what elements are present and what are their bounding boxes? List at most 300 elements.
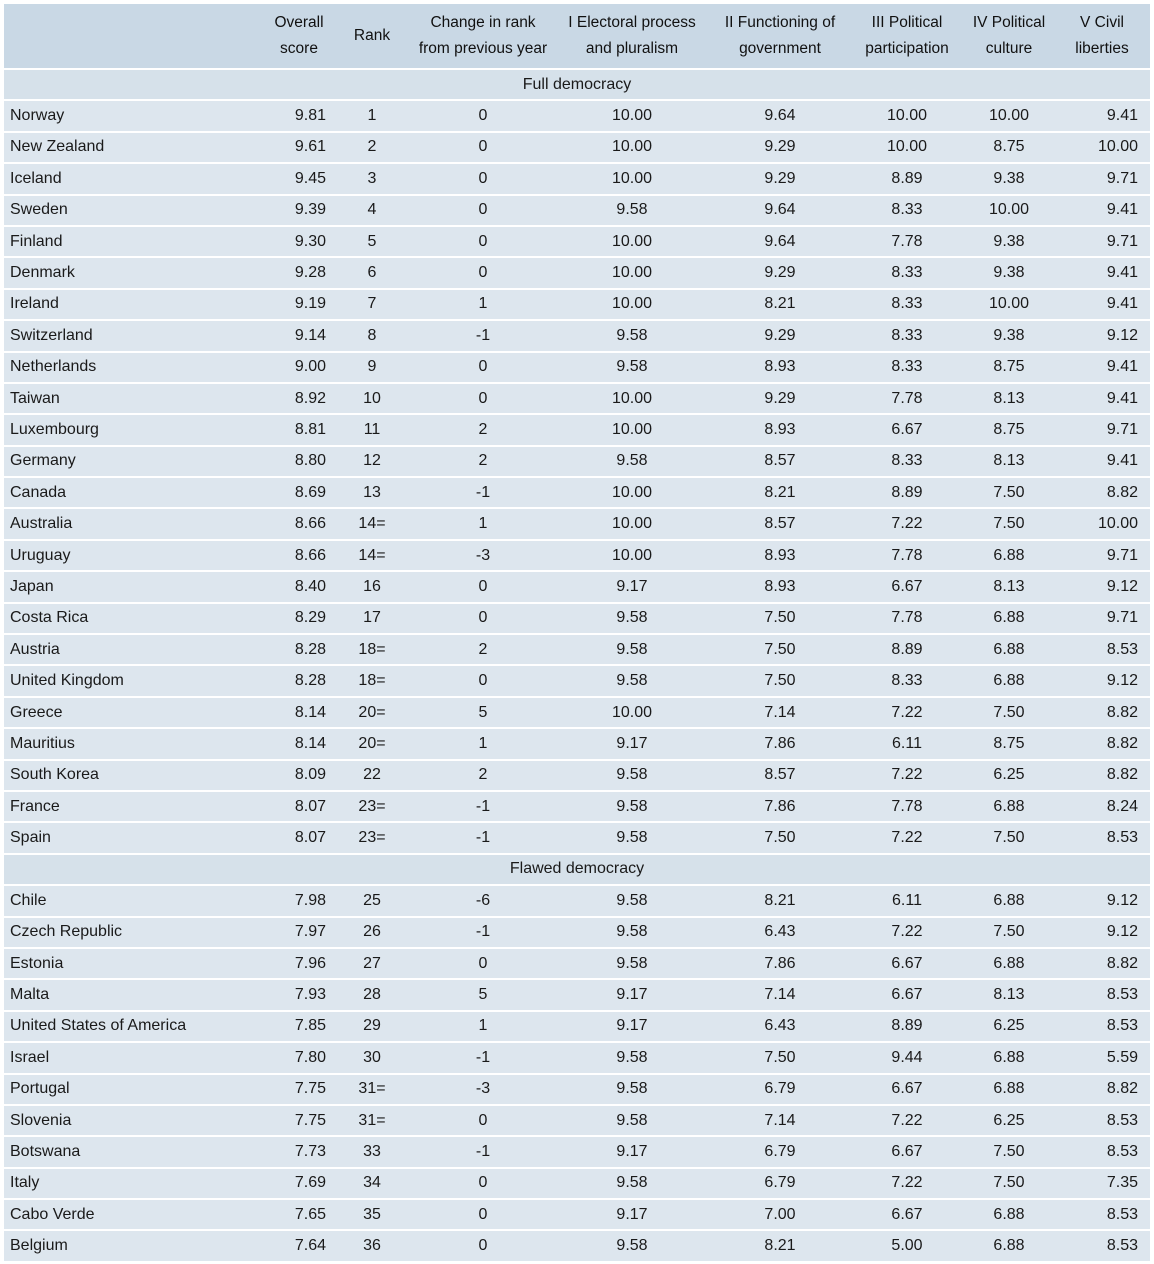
table-row bbox=[4, 1010, 1150, 1041]
political-participation-cell: 7.22 bbox=[850, 759, 964, 790]
political-culture-cell: 8.75 bbox=[964, 413, 1054, 444]
political-participation-cell: 7.22 bbox=[850, 507, 964, 538]
rank-cell: 30 bbox=[332, 1041, 412, 1072]
civil-liberties-cell: 9.12 bbox=[1054, 884, 1150, 915]
country-cell: Luxembourg bbox=[4, 413, 266, 444]
political-participation-cell: 8.89 bbox=[850, 162, 964, 193]
country-cell: Netherlands bbox=[4, 351, 266, 382]
electoral-process-cell: 9.58 bbox=[554, 445, 710, 476]
country-cell: Japan bbox=[4, 570, 266, 601]
electoral-process-cell: 9.58 bbox=[554, 821, 710, 852]
change-in-rank-cell: 0 bbox=[412, 1167, 554, 1198]
political-culture-cell: 6.88 bbox=[964, 884, 1054, 915]
table-row bbox=[4, 131, 1150, 162]
civil-liberties-cell: 9.41 bbox=[1054, 288, 1150, 319]
functioning-of-government-cell: 8.57 bbox=[710, 445, 850, 476]
change-in-rank-cell: -1 bbox=[412, 476, 554, 507]
electoral-process-cell: 9.17 bbox=[554, 978, 710, 1009]
political-participation-cell: 7.78 bbox=[850, 382, 964, 413]
overall-score-cell: 9.00 bbox=[266, 351, 332, 382]
functioning-of-government-cell: 9.29 bbox=[710, 162, 850, 193]
political-participation-cell: 8.33 bbox=[850, 351, 964, 382]
electoral-process-cell: 9.58 bbox=[554, 319, 710, 350]
table-row bbox=[4, 162, 1150, 193]
rank-cell: 14= bbox=[332, 539, 412, 570]
country-cell: Norway bbox=[4, 99, 266, 130]
header-overall-score bbox=[266, 4, 332, 68]
rank-cell: 23= bbox=[332, 790, 412, 821]
political-participation-cell: 7.22 bbox=[850, 1167, 964, 1198]
change-in-rank-cell: 1 bbox=[412, 727, 554, 758]
overall-score-cell: 7.65 bbox=[266, 1198, 332, 1229]
table-row bbox=[4, 319, 1150, 350]
table-row bbox=[4, 194, 1150, 225]
table-row bbox=[4, 99, 1150, 130]
political-culture-cell: 9.38 bbox=[964, 225, 1054, 256]
political-participation-cell: 10.00 bbox=[850, 131, 964, 162]
political-participation-cell: 7.78 bbox=[850, 539, 964, 570]
electoral-process-cell: 9.58 bbox=[554, 916, 710, 947]
electoral-process-cell: 9.58 bbox=[554, 1167, 710, 1198]
civil-liberties-cell: 8.53 bbox=[1054, 633, 1150, 664]
change-in-rank-cell: 0 bbox=[412, 570, 554, 601]
header-change-in-rank bbox=[412, 4, 554, 68]
country-cell: New Zealand bbox=[4, 131, 266, 162]
electoral-process-cell: 9.58 bbox=[554, 1073, 710, 1104]
electoral-process-cell: 9.17 bbox=[554, 1198, 710, 1229]
functioning-of-government-cell: 7.00 bbox=[710, 1198, 850, 1229]
country-cell: Israel bbox=[4, 1041, 266, 1072]
header-political-culture bbox=[964, 4, 1054, 68]
change-in-rank-cell: -1 bbox=[412, 916, 554, 947]
electoral-process-cell: 10.00 bbox=[554, 507, 710, 538]
overall-score-cell: 7.75 bbox=[266, 1104, 332, 1135]
functioning-of-government-cell: 8.93 bbox=[710, 351, 850, 382]
rank-cell: 35 bbox=[332, 1198, 412, 1229]
change-in-rank-cell: 0 bbox=[412, 947, 554, 978]
civil-liberties-cell: 8.53 bbox=[1054, 1010, 1150, 1041]
political-participation-cell: 6.11 bbox=[850, 727, 964, 758]
functioning-of-government-cell: 8.21 bbox=[710, 476, 850, 507]
country-cell: Australia bbox=[4, 507, 266, 538]
functioning-of-government-cell: 7.14 bbox=[710, 1104, 850, 1135]
electoral-process-cell: 9.58 bbox=[554, 1104, 710, 1135]
overall-score-cell: 8.66 bbox=[266, 507, 332, 538]
change-in-rank-cell: 0 bbox=[412, 131, 554, 162]
country-cell: United Kingdom bbox=[4, 664, 266, 695]
electoral-process-cell: 10.00 bbox=[554, 476, 710, 507]
overall-score-cell: 9.28 bbox=[266, 256, 332, 287]
functioning-of-government-cell: 9.64 bbox=[710, 225, 850, 256]
civil-liberties-cell: 9.71 bbox=[1054, 539, 1150, 570]
overall-score-cell: 9.14 bbox=[266, 319, 332, 350]
electoral-process-cell: 9.58 bbox=[554, 664, 710, 695]
country-cell: Costa Rica bbox=[4, 602, 266, 633]
rank-cell: 16 bbox=[332, 570, 412, 601]
civil-liberties-cell: 8.53 bbox=[1054, 821, 1150, 852]
rank-cell: 1 bbox=[332, 99, 412, 130]
table-row bbox=[4, 1198, 1150, 1229]
table-row bbox=[4, 413, 1150, 444]
political-culture-cell: 6.88 bbox=[964, 1073, 1054, 1104]
civil-liberties-cell: 9.41 bbox=[1054, 194, 1150, 225]
rank-cell: 23= bbox=[332, 821, 412, 852]
political-participation-cell: 10.00 bbox=[850, 99, 964, 130]
table-row bbox=[4, 633, 1150, 664]
country-cell: Malta bbox=[4, 978, 266, 1009]
functioning-of-government-cell: 8.21 bbox=[710, 884, 850, 915]
overall-score-cell: 8.09 bbox=[266, 759, 332, 790]
political-participation-cell: 7.78 bbox=[850, 225, 964, 256]
change-in-rank-cell: 5 bbox=[412, 696, 554, 727]
civil-liberties-cell: 8.53 bbox=[1054, 1229, 1150, 1260]
country-cell: South Korea bbox=[4, 759, 266, 790]
change-in-rank-cell: 0 bbox=[412, 1198, 554, 1229]
header-electoral-process bbox=[554, 4, 710, 68]
change-in-rank-cell: 5 bbox=[412, 978, 554, 1009]
header-line: II Functioning of bbox=[724, 14, 836, 31]
change-in-rank-cell: 0 bbox=[412, 162, 554, 193]
table-row bbox=[4, 664, 1150, 695]
civil-liberties-cell: 8.82 bbox=[1054, 947, 1150, 978]
change-in-rank-cell: 2 bbox=[412, 759, 554, 790]
header-civil-liberties bbox=[1054, 4, 1150, 68]
functioning-of-government-cell: 9.29 bbox=[710, 256, 850, 287]
rank-cell: 5 bbox=[332, 225, 412, 256]
header-line: culture bbox=[985, 40, 1033, 57]
table-row bbox=[4, 1104, 1150, 1135]
overall-score-cell: 7.75 bbox=[266, 1073, 332, 1104]
electoral-process-cell: 9.17 bbox=[554, 570, 710, 601]
rank-cell: 12 bbox=[332, 445, 412, 476]
change-in-rank-cell: -1 bbox=[412, 1041, 554, 1072]
political-participation-cell: 9.44 bbox=[850, 1041, 964, 1072]
functioning-of-government-cell: 7.14 bbox=[710, 978, 850, 1009]
civil-liberties-cell: 9.41 bbox=[1054, 382, 1150, 413]
political-culture-cell: 6.25 bbox=[964, 1104, 1054, 1135]
country-cell: Iceland bbox=[4, 162, 266, 193]
change-in-rank-cell: 0 bbox=[412, 351, 554, 382]
overall-score-cell: 8.66 bbox=[266, 539, 332, 570]
civil-liberties-cell: 9.12 bbox=[1054, 664, 1150, 695]
electoral-process-cell: 10.00 bbox=[554, 225, 710, 256]
political-participation-cell: 7.22 bbox=[850, 696, 964, 727]
rank-cell: 25 bbox=[332, 884, 412, 915]
civil-liberties-cell: 8.53 bbox=[1054, 978, 1150, 1009]
rank-cell: 20= bbox=[332, 696, 412, 727]
rank-cell: 28 bbox=[332, 978, 412, 1009]
political-participation-cell: 7.78 bbox=[850, 602, 964, 633]
header-line: I Electoral process bbox=[568, 14, 696, 31]
country-cell: United States of America bbox=[4, 1010, 266, 1041]
country-cell: Czech Republic bbox=[4, 916, 266, 947]
rank-cell: 26 bbox=[332, 916, 412, 947]
rank-cell: 4 bbox=[332, 194, 412, 225]
electoral-process-cell: 9.17 bbox=[554, 1135, 710, 1166]
political-participation-cell: 8.33 bbox=[850, 664, 964, 695]
rank-cell: 33 bbox=[332, 1135, 412, 1166]
political-participation-cell: 8.33 bbox=[850, 319, 964, 350]
functioning-of-government-cell: 6.79 bbox=[710, 1073, 850, 1104]
political-participation-cell: 7.22 bbox=[850, 916, 964, 947]
overall-score-cell: 9.81 bbox=[266, 99, 332, 130]
political-participation-cell: 7.22 bbox=[850, 1104, 964, 1135]
political-participation-cell: 8.89 bbox=[850, 1010, 964, 1041]
change-in-rank-cell: -1 bbox=[412, 1135, 554, 1166]
functioning-of-government-cell: 8.93 bbox=[710, 570, 850, 601]
country-cell: Estonia bbox=[4, 947, 266, 978]
change-in-rank-cell: -6 bbox=[412, 884, 554, 915]
civil-liberties-cell: 10.00 bbox=[1054, 131, 1150, 162]
rank-cell: 9 bbox=[332, 351, 412, 382]
overall-score-cell: 8.29 bbox=[266, 602, 332, 633]
civil-liberties-cell: 8.82 bbox=[1054, 727, 1150, 758]
change-in-rank-cell: 0 bbox=[412, 225, 554, 256]
overall-score-cell: 9.39 bbox=[266, 194, 332, 225]
functioning-of-government-cell: 7.86 bbox=[710, 727, 850, 758]
electoral-process-cell: 10.00 bbox=[554, 413, 710, 444]
political-culture-cell: 6.88 bbox=[964, 947, 1054, 978]
functioning-of-government-cell: 8.93 bbox=[710, 413, 850, 444]
political-participation-cell: 8.33 bbox=[850, 256, 964, 287]
electoral-process-cell: 9.58 bbox=[554, 884, 710, 915]
overall-score-cell: 7.97 bbox=[266, 916, 332, 947]
functioning-of-government-cell: 7.86 bbox=[710, 947, 850, 978]
electoral-process-cell: 10.00 bbox=[554, 539, 710, 570]
political-culture-cell: 7.50 bbox=[964, 1135, 1054, 1166]
political-participation-cell: 6.67 bbox=[850, 1135, 964, 1166]
political-culture-cell: 6.88 bbox=[964, 1229, 1054, 1260]
rank-cell: 31= bbox=[332, 1104, 412, 1135]
political-participation-cell: 8.33 bbox=[850, 288, 964, 319]
country-cell: Chile bbox=[4, 884, 266, 915]
header-line: government bbox=[739, 40, 821, 57]
table-row bbox=[4, 1229, 1150, 1260]
civil-liberties-cell: 8.82 bbox=[1054, 476, 1150, 507]
civil-liberties-cell: 9.71 bbox=[1054, 602, 1150, 633]
table-row bbox=[4, 1073, 1150, 1104]
overall-score-cell: 8.92 bbox=[266, 382, 332, 413]
rank-cell: 13 bbox=[332, 476, 412, 507]
electoral-process-cell: 9.58 bbox=[554, 194, 710, 225]
political-participation-cell: 7.22 bbox=[850, 821, 964, 852]
civil-liberties-cell: 9.71 bbox=[1054, 162, 1150, 193]
country-cell: Spain bbox=[4, 821, 266, 852]
table-row bbox=[4, 884, 1150, 915]
header-line: III Political bbox=[871, 14, 943, 31]
rank-cell: 3 bbox=[332, 162, 412, 193]
rank-cell: 18= bbox=[332, 664, 412, 695]
political-culture-cell: 6.88 bbox=[964, 539, 1054, 570]
political-culture-cell: 6.88 bbox=[964, 633, 1054, 664]
electoral-process-cell: 9.58 bbox=[554, 947, 710, 978]
civil-liberties-cell: 8.82 bbox=[1054, 696, 1150, 727]
change-in-rank-cell: 0 bbox=[412, 1104, 554, 1135]
change-in-rank-cell: -1 bbox=[412, 821, 554, 852]
civil-liberties-cell: 10.00 bbox=[1054, 507, 1150, 538]
table-row bbox=[4, 790, 1150, 821]
functioning-of-government-cell: 7.86 bbox=[710, 790, 850, 821]
change-in-rank-cell: 0 bbox=[412, 256, 554, 287]
democracy-index-table bbox=[4, 4, 1150, 1261]
table-row bbox=[4, 382, 1150, 413]
political-participation-cell: 6.67 bbox=[850, 978, 964, 1009]
header-rank bbox=[332, 4, 412, 68]
civil-liberties-cell: 9.12 bbox=[1054, 319, 1150, 350]
country-cell: Sweden bbox=[4, 194, 266, 225]
electoral-process-cell: 10.00 bbox=[554, 162, 710, 193]
political-culture-cell: 6.88 bbox=[964, 664, 1054, 695]
change-in-rank-cell: 0 bbox=[412, 194, 554, 225]
rank-cell: 27 bbox=[332, 947, 412, 978]
change-in-rank-cell: 0 bbox=[412, 602, 554, 633]
political-culture-cell: 9.38 bbox=[964, 162, 1054, 193]
political-participation-cell: 6.67 bbox=[850, 947, 964, 978]
table-row bbox=[4, 947, 1150, 978]
table-row bbox=[4, 821, 1150, 852]
electoral-process-cell: 9.58 bbox=[554, 759, 710, 790]
political-culture-cell: 6.88 bbox=[964, 602, 1054, 633]
civil-liberties-cell: 9.41 bbox=[1054, 99, 1150, 130]
electoral-process-cell: 9.58 bbox=[554, 790, 710, 821]
table-row bbox=[4, 539, 1150, 570]
overall-score-cell: 7.69 bbox=[266, 1167, 332, 1198]
overall-score-cell: 8.07 bbox=[266, 821, 332, 852]
rank-cell: 7 bbox=[332, 288, 412, 319]
change-in-rank-cell: -1 bbox=[412, 319, 554, 350]
functioning-of-government-cell: 8.21 bbox=[710, 288, 850, 319]
electoral-process-cell: 9.58 bbox=[554, 1041, 710, 1072]
political-participation-cell: 8.89 bbox=[850, 476, 964, 507]
political-participation-cell: 6.67 bbox=[850, 1073, 964, 1104]
change-in-rank-cell: 0 bbox=[412, 1229, 554, 1260]
section-header-row bbox=[4, 853, 1150, 884]
civil-liberties-cell: 8.24 bbox=[1054, 790, 1150, 821]
political-culture-cell: 9.38 bbox=[964, 256, 1054, 287]
rank-cell: 18= bbox=[332, 633, 412, 664]
overall-score-cell: 7.98 bbox=[266, 884, 332, 915]
electoral-process-cell: 10.00 bbox=[554, 696, 710, 727]
electoral-process-cell: 9.58 bbox=[554, 351, 710, 382]
political-culture-cell: 10.00 bbox=[964, 288, 1054, 319]
header-line: and pluralism bbox=[585, 40, 679, 57]
change-in-rank-cell: 1 bbox=[412, 288, 554, 319]
functioning-of-government-cell: 7.14 bbox=[710, 696, 850, 727]
functioning-of-government-cell: 8.21 bbox=[710, 1229, 850, 1260]
overall-score-cell: 9.45 bbox=[266, 162, 332, 193]
functioning-of-government-cell: 7.50 bbox=[710, 633, 850, 664]
political-participation-cell: 7.78 bbox=[850, 790, 964, 821]
functioning-of-government-cell: 9.64 bbox=[710, 194, 850, 225]
functioning-of-government-cell: 7.50 bbox=[710, 664, 850, 695]
electoral-process-cell: 9.58 bbox=[554, 1229, 710, 1260]
country-cell: Denmark bbox=[4, 256, 266, 287]
overall-score-cell: 8.28 bbox=[266, 633, 332, 664]
country-cell: Belgium bbox=[4, 1229, 266, 1260]
civil-liberties-cell: 8.53 bbox=[1054, 1198, 1150, 1229]
change-in-rank-cell: 0 bbox=[412, 382, 554, 413]
header-row bbox=[4, 4, 1150, 68]
overall-score-cell: 8.81 bbox=[266, 413, 332, 444]
header-line: from previous year bbox=[418, 40, 548, 57]
civil-liberties-cell: 8.53 bbox=[1054, 1135, 1150, 1166]
rank-cell: 31= bbox=[332, 1073, 412, 1104]
civil-liberties-cell: 9.41 bbox=[1054, 445, 1150, 476]
change-in-rank-cell: -1 bbox=[412, 790, 554, 821]
rank-cell: 11 bbox=[332, 413, 412, 444]
civil-liberties-cell: 9.41 bbox=[1054, 351, 1150, 382]
civil-liberties-cell: 8.82 bbox=[1054, 1073, 1150, 1104]
table-row bbox=[4, 256, 1150, 287]
political-participation-cell: 8.33 bbox=[850, 445, 964, 476]
header-line: score bbox=[280, 40, 318, 57]
section-header-row bbox=[4, 68, 1150, 99]
political-culture-cell: 7.50 bbox=[964, 1167, 1054, 1198]
functioning-of-government-cell: 9.29 bbox=[710, 319, 850, 350]
table-row bbox=[4, 696, 1150, 727]
overall-score-cell: 7.64 bbox=[266, 1229, 332, 1260]
rank-cell: 14= bbox=[332, 507, 412, 538]
table-row bbox=[4, 1135, 1150, 1166]
table-row bbox=[4, 351, 1150, 382]
rank-cell: 20= bbox=[332, 727, 412, 758]
change-in-rank-cell: 2 bbox=[412, 413, 554, 444]
functioning-of-government-cell: 6.43 bbox=[710, 916, 850, 947]
country-cell: Austria bbox=[4, 633, 266, 664]
overall-score-cell: 8.28 bbox=[266, 664, 332, 695]
civil-liberties-cell: 5.59 bbox=[1054, 1041, 1150, 1072]
civil-liberties-cell: 7.35 bbox=[1054, 1167, 1150, 1198]
table-row bbox=[4, 445, 1150, 476]
overall-score-cell: 8.80 bbox=[266, 445, 332, 476]
overall-score-cell: 7.93 bbox=[266, 978, 332, 1009]
rank-cell: 34 bbox=[332, 1167, 412, 1198]
country-cell: Mauritius bbox=[4, 727, 266, 758]
change-in-rank-cell: 2 bbox=[412, 445, 554, 476]
overall-score-cell: 9.19 bbox=[266, 288, 332, 319]
table-row bbox=[4, 978, 1150, 1009]
civil-liberties-cell: 8.82 bbox=[1054, 759, 1150, 790]
functioning-of-government-cell: 7.50 bbox=[710, 1041, 850, 1072]
political-culture-cell: 7.50 bbox=[964, 507, 1054, 538]
political-culture-cell: 8.13 bbox=[964, 978, 1054, 1009]
political-participation-cell: 8.89 bbox=[850, 633, 964, 664]
country-cell: Germany bbox=[4, 445, 266, 476]
table-row bbox=[4, 727, 1150, 758]
rank-cell: 17 bbox=[332, 602, 412, 633]
country-cell: Uruguay bbox=[4, 539, 266, 570]
section-label: Flawed democracy bbox=[4, 853, 1150, 884]
header-line: liberties bbox=[1075, 40, 1129, 57]
country-cell: Portugal bbox=[4, 1073, 266, 1104]
rank-cell: 10 bbox=[332, 382, 412, 413]
rank-cell: 6 bbox=[332, 256, 412, 287]
political-culture-cell: 8.75 bbox=[964, 351, 1054, 382]
electoral-process-cell: 9.58 bbox=[554, 633, 710, 664]
political-culture-cell: 9.38 bbox=[964, 319, 1054, 350]
overall-score-cell: 8.40 bbox=[266, 570, 332, 601]
header-line: participation bbox=[865, 40, 949, 57]
country-cell: Cabo Verde bbox=[4, 1198, 266, 1229]
rank-cell: 8 bbox=[332, 319, 412, 350]
change-in-rank-cell: 1 bbox=[412, 1010, 554, 1041]
change-in-rank-cell: -3 bbox=[412, 1073, 554, 1104]
country-cell: Slovenia bbox=[4, 1104, 266, 1135]
table-row bbox=[4, 225, 1150, 256]
political-culture-cell: 6.25 bbox=[964, 759, 1054, 790]
overall-score-cell: 7.73 bbox=[266, 1135, 332, 1166]
political-culture-cell: 8.13 bbox=[964, 382, 1054, 413]
